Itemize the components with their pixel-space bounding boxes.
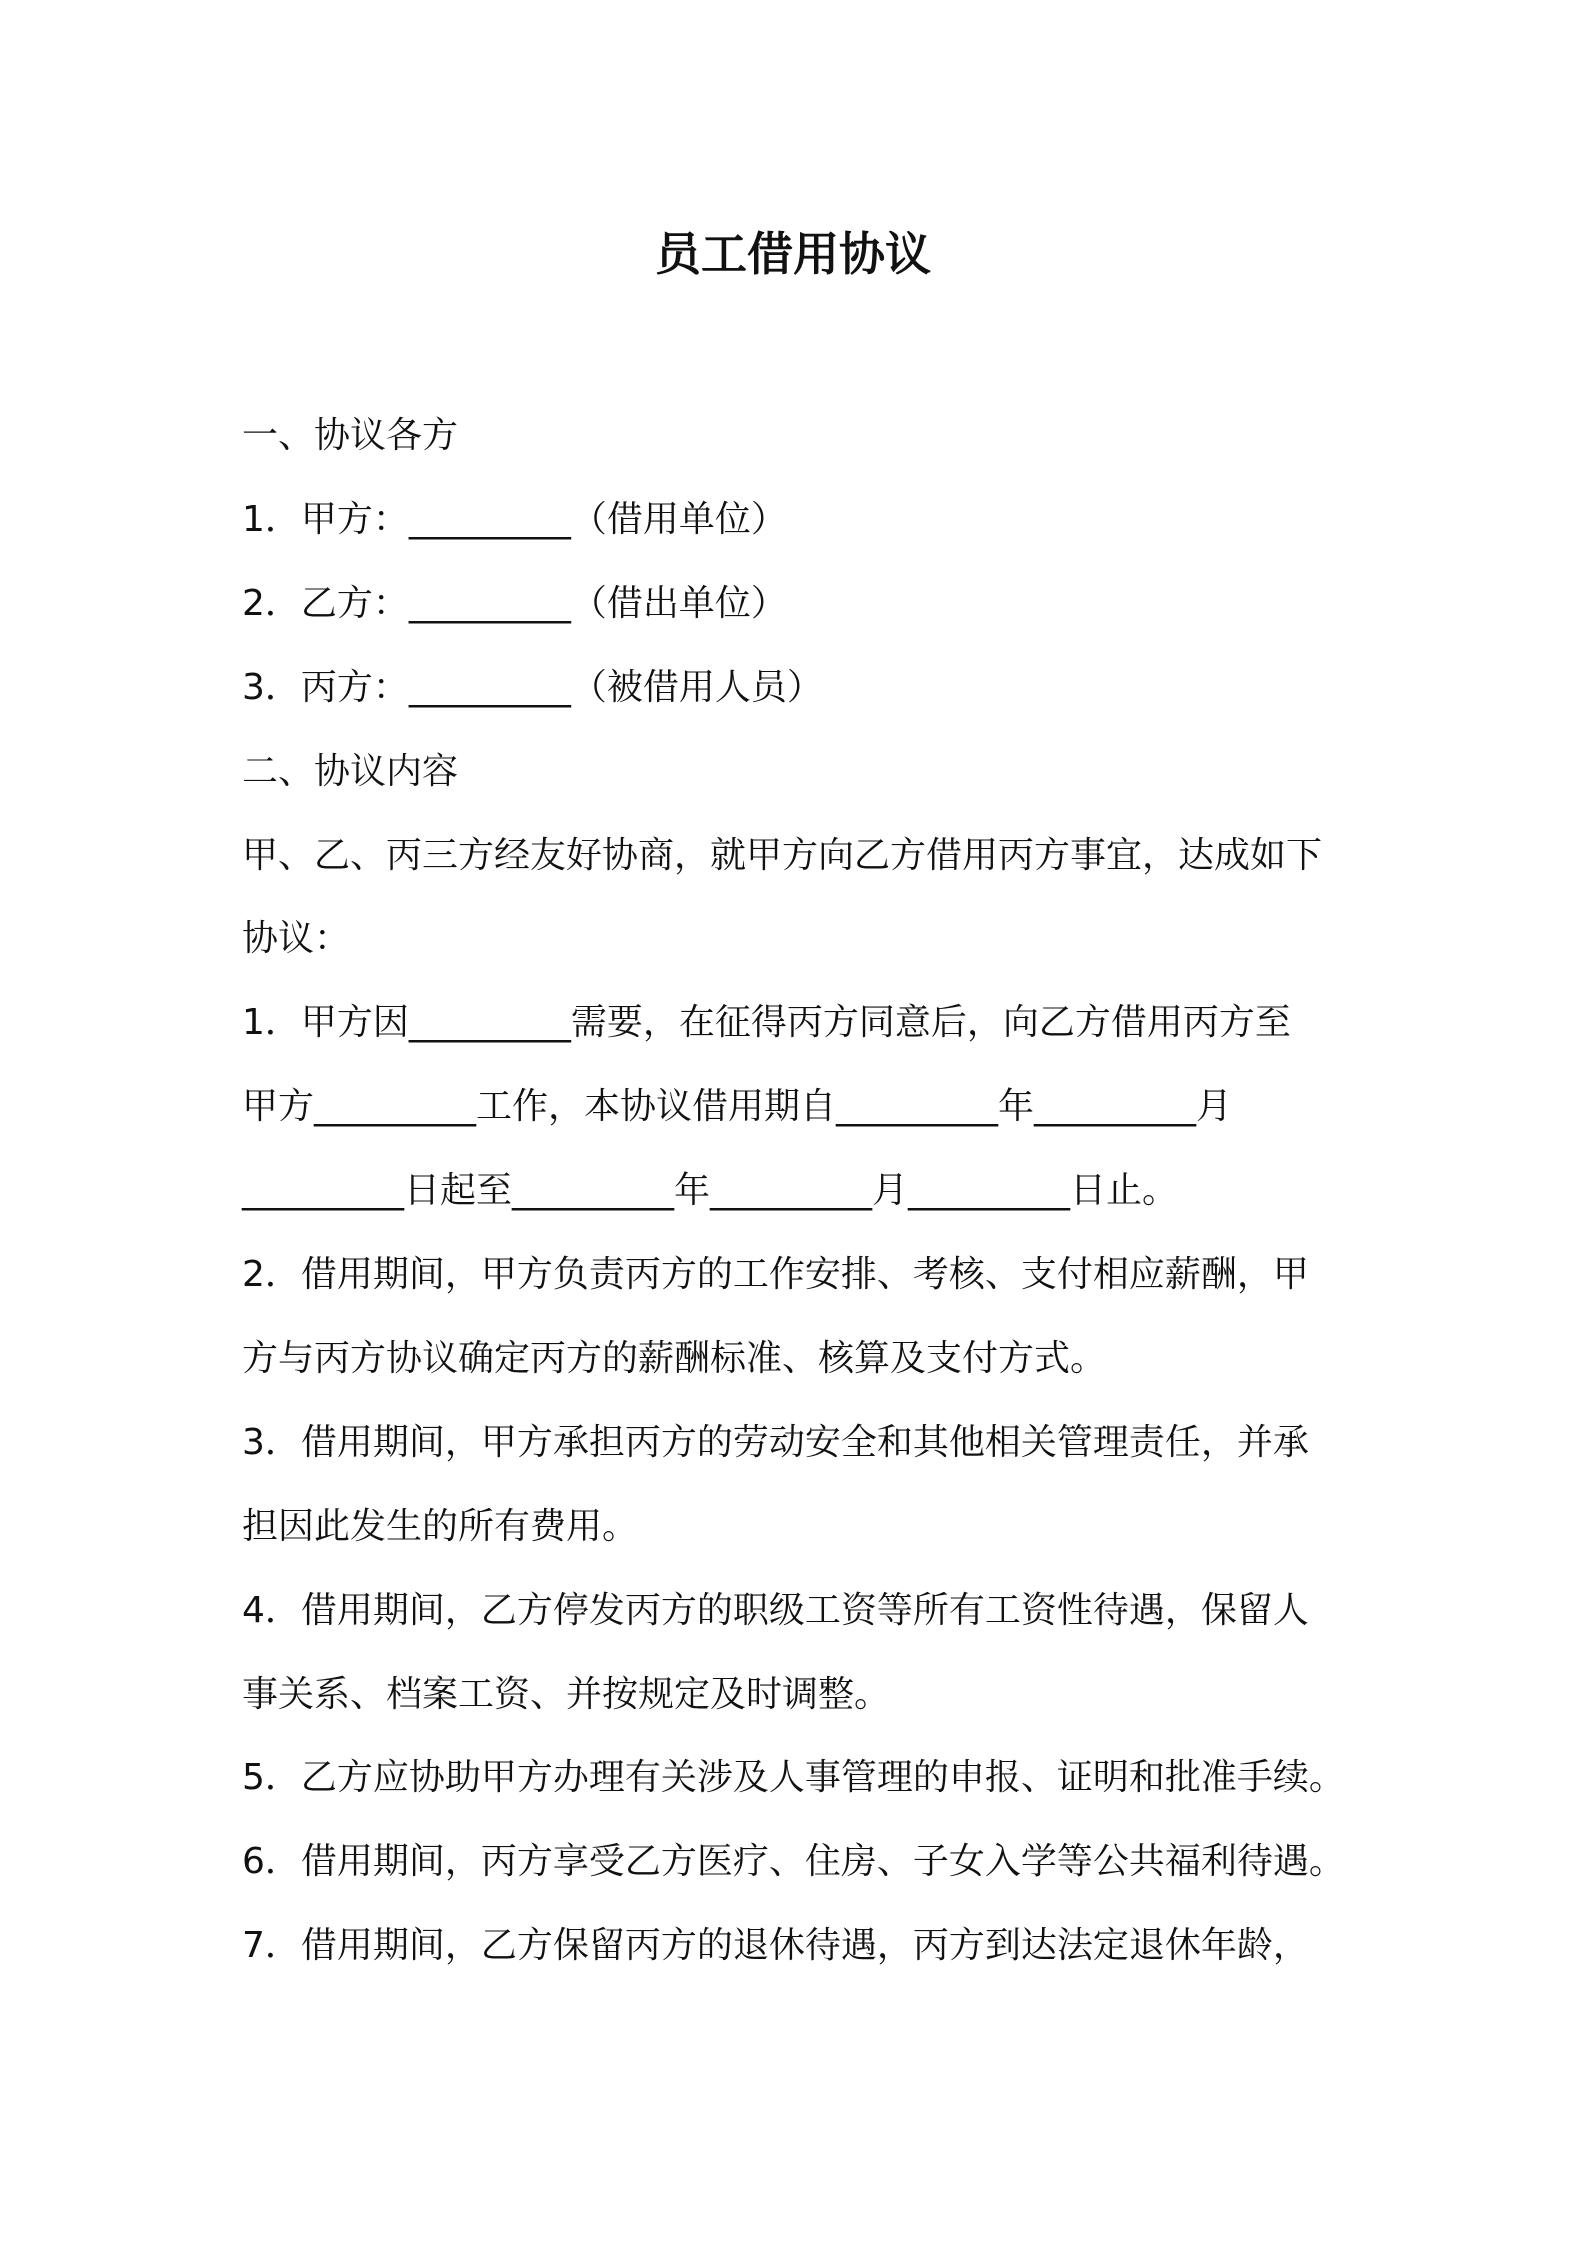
section-heading: 二、协议内容 — [242, 750, 459, 792]
paragraph-line: 2．借用期间，甲方负责丙方的工作安排、考核、支付相应薪酬，甲 — [242, 1254, 1309, 1295]
document-title: 员工借用协议 — [655, 227, 931, 281]
section-heading: 一、协议各方 — [242, 415, 459, 456]
paragraph-line: 方与丙方协议确定丙方的薪酬标准、核算及支付方式。 — [242, 1337, 1107, 1379]
paragraph-line: 5．乙方应协助甲方办理有关涉及人事管理的申报、证明和批准手续。 — [242, 1757, 1345, 1799]
paragraph-line: 甲、乙、丙三方经友好协商，就甲方向乙方借用丙方事宜，达成如下 — [242, 834, 1323, 876]
paragraph-line: _________日起至_________年_________月_________日止。 — [242, 1170, 1179, 1212]
paragraph-line: 4．借用期间，乙方停发丙方的职级工资等所有工资性待遇，保留人 — [242, 1589, 1309, 1631]
paragraph-line: 担因此发生的所有费用。 — [242, 1505, 639, 1547]
paragraph-line: 甲方_________工作，本协议借用期自_________年_________月 — [242, 1086, 1233, 1128]
paragraph-line: 6．借用期间，丙方享受乙方医疗、住房、子女入学等公共福利待遇。 — [242, 1841, 1345, 1883]
paragraph-line: 1．甲方因_________需要，在征得丙方同意后，向乙方借用丙方至 — [242, 1002, 1291, 1044]
paragraph-line: 3．借用期间，甲方承担丙方的劳动安全和其他相关管理责任，并承 — [242, 1421, 1309, 1463]
paragraph-line: 协议： — [242, 918, 351, 960]
paragraph-line: 3．丙方：_________（被借用人员） — [242, 666, 823, 708]
paragraph-line: 7．借用期间，乙方保留丙方的退休待遇，丙方到达法定退休年龄， — [242, 1925, 1309, 1967]
paragraph-line: 事关系、档案工资、并按规定及时调整。 — [242, 1673, 891, 1715]
paragraph-line: 2．乙方：_________（借出单位） — [242, 582, 787, 624]
paragraph-line: 1．甲方：_________（借用单位） — [242, 498, 787, 540]
